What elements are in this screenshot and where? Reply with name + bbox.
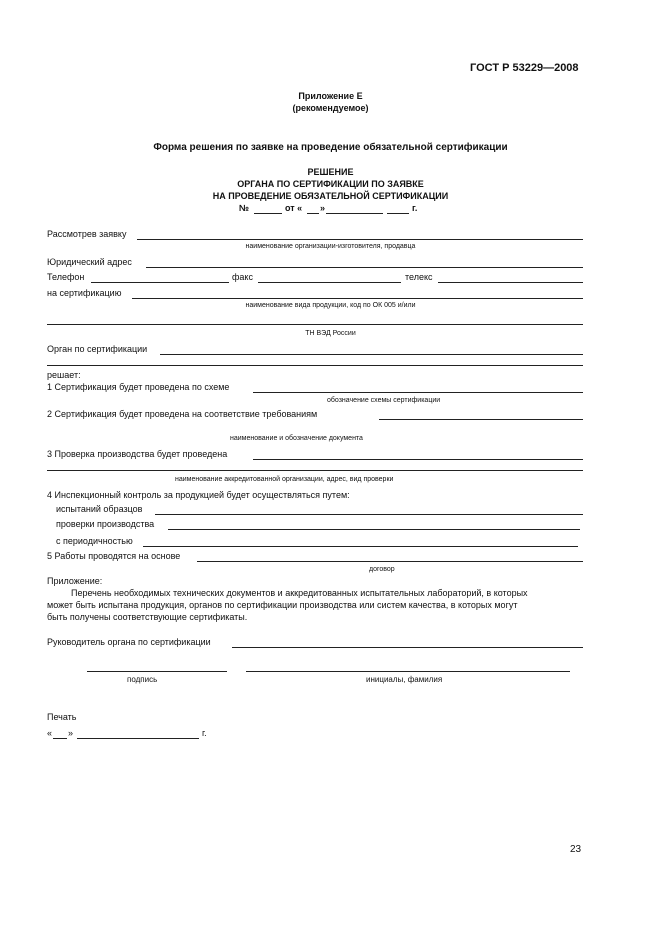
tnved-hint: ТН ВЭД России [305,330,356,337]
product-field-continued[interactable] [47,324,583,325]
for-certification-field[interactable] [132,298,583,299]
cert-body-field[interactable] [160,354,583,355]
for-certification-label: на сертификацию [47,288,122,298]
decision-title-2: ОРГАНА ПО СЕРТИФИКАЦИИ ПО ЗАЯВКЕ [237,179,424,189]
decision-number-blank[interactable] [254,213,282,214]
item5-label: 5 Работы проводятся на основе [47,551,181,561]
stamp-label: Печать [47,712,77,722]
decision-title-1: РЕШЕНИЕ [307,167,354,177]
signature-hint: подпись [127,675,158,684]
head-label: Руководитель органа по сертификации [47,637,211,647]
decision-date-close: » [320,203,326,213]
item3-field-continued[interactable] [47,470,583,471]
decides-label: решает: [47,370,81,380]
item4-periodicity-field[interactable] [143,546,578,547]
item4-samples-field[interactable] [155,514,583,515]
fax-field[interactable] [258,282,401,283]
telex-field[interactable] [438,282,583,283]
considered-field[interactable] [137,239,583,240]
decision-year-blank[interactable] [387,213,409,214]
page-number: 23 [570,844,582,855]
item5-field[interactable] [197,561,583,562]
fax-label: факс [232,272,253,282]
date-open: « [47,728,53,738]
decision-day-blank[interactable] [307,213,319,214]
item4-label: 4 Инспекционный контроль за продукцией будет осуществляться путем: [47,490,350,500]
cert-body-field-continued[interactable] [47,365,583,366]
item3-label: 3 Проверка производства будет проведена [47,449,228,459]
item2-field[interactable] [379,419,583,420]
item3-hint: наименование аккредитованной организации, адрес, вид проверки [175,476,394,483]
item1-hint: обозначение схемы сертификации [327,397,441,404]
date-year-suffix: г. [202,728,207,738]
considered-hint: наименование организации-изготовителя, продавца [245,243,416,250]
signature-field[interactable] [87,671,227,672]
cert-body-label: Орган по сертификации [47,344,148,354]
decision-year-suffix: г. [412,203,418,213]
item4-samples-label: испытаний образцов [56,504,143,514]
item3-field[interactable] [253,459,583,460]
item2-hint: наименование и обозначение документа [230,435,363,442]
attachment-line-3: быть получены соответствующие сертификаты. [47,612,248,622]
date-day-field[interactable] [53,738,67,739]
considered-label: Рассмотрев заявку [47,229,127,239]
appendix-status: (рекомендуемое) [292,103,369,113]
item4-production-label: проверки производства [56,519,155,529]
telex-label: телекс [405,272,433,282]
phone-label: Телефон [47,272,85,282]
date-close: » [68,728,74,738]
item4-production-field[interactable] [168,529,580,530]
decision-date-open: от « [285,203,303,213]
form-title: Форма решения по заявке на проведение обязательной сертификации [153,142,508,153]
item1-label: 1 Сертификация будет проведена по схеме [47,382,230,392]
decision-title-3: НА ПРОВЕДЕНИЕ ОБЯЗАТЕЛЬНОЙ СЕРТИФИКАЦИИ [212,191,449,201]
attachment-label: Приложение: [47,576,103,586]
standard-number: ГОСТ Р 53229—2008 [470,62,579,74]
phone-field[interactable] [91,282,229,283]
legal-address-label: Юридический адрес [47,257,132,267]
item4-periodicity-label: с периодичностью [56,536,133,546]
legal-address-field[interactable] [146,267,583,268]
attachment-line-2: может быть испытана продукция, органов по сертификации производства или систем качества, в которых могут [47,600,518,610]
attachment-line-1: Перечень необходимых технических документов и аккредитованных испытательных лабораторий, в которых [71,588,528,598]
product-hint: наименование вида продукции, код по ОК 005 и/или [245,302,416,309]
decision-month-blank[interactable] [326,213,383,214]
date-month-year-field[interactable] [77,738,199,739]
head-field[interactable] [232,647,583,648]
item1-field[interactable] [253,392,583,393]
appendix-title: Приложение Е [298,91,363,101]
item5-hint: договор [369,566,395,573]
name-field[interactable] [246,671,570,672]
name-hint: инициалы, фамилия [366,675,443,684]
item2-label: 2 Сертификация будет проведена на соответствие требованиям [47,409,318,419]
decision-number-sign: № [239,203,250,213]
